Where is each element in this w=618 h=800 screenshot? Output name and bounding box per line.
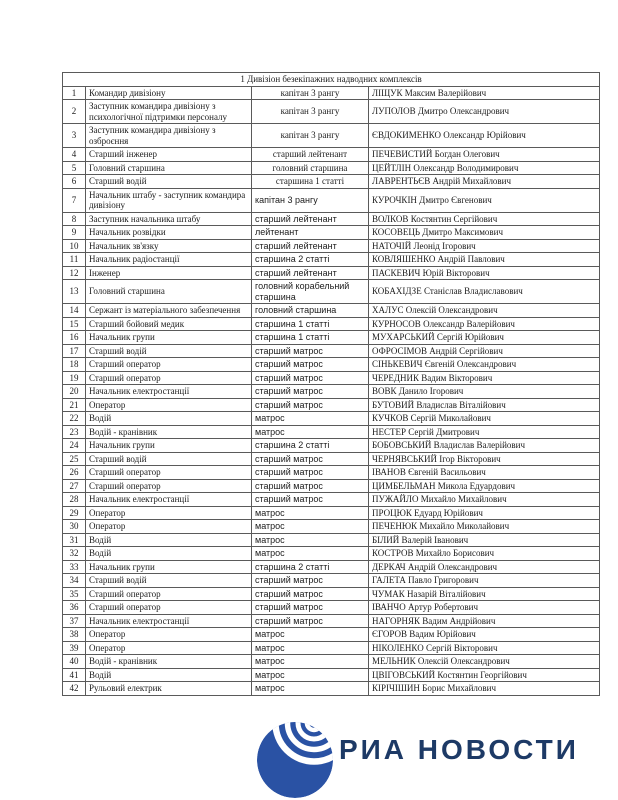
row-number-cell: 23 — [63, 425, 86, 439]
name-cell: ІВАНЧО Артур Робертович — [369, 601, 600, 615]
rank-cell: старшина 1 статті — [252, 317, 369, 331]
position-cell: Рульовий електрик — [86, 682, 252, 696]
position-cell: Начальник електростанції — [86, 493, 252, 507]
rank-cell: матрос — [252, 506, 369, 520]
ria-novosti-logo — [257, 721, 613, 800]
position-cell: Водій — [86, 533, 252, 547]
position-cell: Оператор — [86, 641, 252, 655]
name-cell: ЛАВРЕНТЬЄВ Андрій Михайлович — [369, 175, 600, 189]
position-cell: Старший водій — [86, 175, 252, 189]
name-cell: НЕСТЕР Сергій Дмитрович — [369, 425, 600, 439]
name-cell: ЛУПОЛОВ Дмитро Олександрович — [369, 100, 600, 124]
row-number-cell: 9 — [63, 226, 86, 240]
position-cell: Водій — [86, 547, 252, 561]
rank-cell: матрос — [252, 533, 369, 547]
name-cell: МУХАРСЬКИЙ Сергій Юрійович — [369, 331, 600, 345]
row-number-cell: 30 — [63, 520, 86, 534]
name-cell: КУЧКОВ Сергій Миколайович — [369, 412, 600, 426]
row-number-cell: 12 — [63, 266, 86, 280]
row-number-cell: 22 — [63, 412, 86, 426]
table-row — [63, 574, 600, 588]
position-cell: Командир дивізіону — [86, 86, 252, 100]
table-row — [63, 655, 600, 669]
rank-cell: капітан 3 рангу — [252, 188, 369, 212]
position-cell: Старший водій — [86, 452, 252, 466]
name-cell: ЧУМАК Назарій Віталійович — [369, 587, 600, 601]
table-row — [63, 425, 600, 439]
row-number-cell: 40 — [63, 655, 86, 669]
table-row — [63, 493, 600, 507]
table-row — [63, 344, 600, 358]
table-row — [63, 188, 600, 212]
name-cell: КУРОЧКІН Дмитро Євгенович — [369, 188, 600, 212]
table-row — [63, 317, 600, 331]
table-row — [63, 212, 600, 226]
position-cell: Начальник зв'язку — [86, 239, 252, 253]
rank-cell: старший матрос — [252, 479, 369, 493]
name-cell: ПЕЧЕВИСТИЙ Богдан Олегович — [369, 148, 600, 162]
table-row — [63, 331, 600, 345]
table-row — [63, 358, 600, 372]
table-row — [63, 148, 600, 162]
position-cell: Начальник електростанції — [86, 385, 252, 399]
ria-globe-icon — [257, 722, 333, 798]
table-row — [63, 371, 600, 385]
position-cell: Начальник радіостанції — [86, 253, 252, 267]
row-number-cell: 32 — [63, 547, 86, 561]
row-number-cell: 6 — [63, 175, 86, 189]
table-row — [63, 385, 600, 399]
name-cell: БУТОВИЙ Владислав Віталійович — [369, 398, 600, 412]
table-row — [63, 547, 600, 561]
row-number-cell: 35 — [63, 587, 86, 601]
row-number-cell: 33 — [63, 560, 86, 574]
position-cell: Головний старшина — [86, 161, 252, 175]
rank-cell: матрос — [252, 412, 369, 426]
table-row — [63, 479, 600, 493]
position-cell: Старший оператор — [86, 601, 252, 615]
position-cell: Водій - кранівник — [86, 425, 252, 439]
table-row — [63, 614, 600, 628]
table-row — [63, 175, 600, 189]
position-cell: Водій — [86, 412, 252, 426]
rank-cell: старший матрос — [252, 371, 369, 385]
table-row — [63, 439, 600, 453]
row-number-cell: 8 — [63, 212, 86, 226]
table-title: 1 Дивізіон безекіпажних надводних комплексів — [63, 73, 600, 87]
row-number-cell: 37 — [63, 614, 86, 628]
name-cell: ЧЕРЕДНИК Вадим Вікторович — [369, 371, 600, 385]
rank-cell: старший матрос — [252, 614, 369, 628]
name-cell: НАТОЧІЙ Леонід Ігорович — [369, 239, 600, 253]
rank-cell: матрос — [252, 641, 369, 655]
rank-cell: капітан 3 рангу — [252, 100, 369, 124]
table-row — [63, 506, 600, 520]
row-number-cell: 4 — [63, 148, 86, 162]
table-row — [63, 253, 600, 267]
position-cell: Начальник групи — [86, 560, 252, 574]
name-cell: БІЛИЙ Валерій Іванович — [369, 533, 600, 547]
rank-cell: матрос — [252, 628, 369, 642]
name-cell: КОВЛЯШЕНКО Андрій Павлович — [369, 253, 600, 267]
row-number-cell: 2 — [63, 100, 86, 124]
row-number-cell: 17 — [63, 344, 86, 358]
rank-cell: матрос — [252, 547, 369, 561]
name-cell: ЧЕРНЯВСЬКИЙ Ігор Вікторович — [369, 452, 600, 466]
table-row — [63, 412, 600, 426]
name-cell: ПЕЧЕНЮК Михайло Миколайович — [369, 520, 600, 534]
position-cell: Оператор — [86, 520, 252, 534]
table-row — [63, 304, 600, 318]
name-cell: КОСОВЕЦЬ Дмитро Максимович — [369, 226, 600, 240]
rank-cell: старший матрос — [252, 493, 369, 507]
position-cell: Заступник начальника штабу — [86, 212, 252, 226]
row-number-cell: 7 — [63, 188, 86, 212]
name-cell: ПРОЦЮК Едуард Юрійович — [369, 506, 600, 520]
position-cell: Головний старшина — [86, 280, 252, 304]
rank-cell: головний старшина — [252, 161, 369, 175]
table-row — [63, 86, 600, 100]
row-number-cell: 5 — [63, 161, 86, 175]
row-number-cell: 42 — [63, 682, 86, 696]
position-cell: Старший водій — [86, 344, 252, 358]
name-cell: ВОВК Данило Ігорович — [369, 385, 600, 399]
row-number-cell: 14 — [63, 304, 86, 318]
rank-cell: старший матрос — [252, 452, 369, 466]
position-cell: Старший оператор — [86, 466, 252, 480]
name-cell: КІРІЧІШИН Борис Михайлович — [369, 682, 600, 696]
name-cell: БОБОВСЬКИЙ Владислав Валерійович — [369, 439, 600, 453]
name-cell: ПАСКЕВИЧ Юрій Вікторович — [369, 266, 600, 280]
name-cell: ЄГОРОВ Вадим Юрійович — [369, 628, 600, 642]
table-row — [63, 601, 600, 615]
rank-cell: старший лейтенант — [252, 239, 369, 253]
rank-cell: старшина 1 статті — [252, 175, 369, 189]
table-title-row — [63, 73, 600, 87]
name-cell: КОСТРОВ Михайло Борисович — [369, 547, 600, 561]
rank-cell: старший лейтенант — [252, 148, 369, 162]
row-number-cell: 13 — [63, 280, 86, 304]
name-cell: ЛІЩУК Максим Валерійович — [369, 86, 600, 100]
rank-cell: капітан 3 рангу — [252, 86, 369, 100]
row-number-cell: 39 — [63, 641, 86, 655]
position-cell: Старший інженер — [86, 148, 252, 162]
row-number-cell: 38 — [63, 628, 86, 642]
position-cell: Заступник командира дивізіону з озброєння — [86, 124, 252, 148]
rank-cell: старший матрос — [252, 398, 369, 412]
rank-cell: головний старшина — [252, 304, 369, 318]
row-number-cell: 41 — [63, 668, 86, 682]
table-row — [63, 587, 600, 601]
rank-cell: матрос — [252, 655, 369, 669]
row-number-cell: 19 — [63, 371, 86, 385]
table-row — [63, 533, 600, 547]
table-row — [63, 239, 600, 253]
row-number-cell: 20 — [63, 385, 86, 399]
name-cell: НАГОРНЯК Вадим Андрійович — [369, 614, 600, 628]
rank-cell: старший матрос — [252, 587, 369, 601]
rank-cell: головний корабельний старшина — [252, 280, 369, 304]
name-cell: КОБАХІДЗЕ Станіслав Владиславович — [369, 280, 600, 304]
rank-cell: старший матрос — [252, 358, 369, 372]
name-cell: СІНЬКЕВИЧ Євгеній Олександрович — [369, 358, 600, 372]
table-row — [63, 520, 600, 534]
position-cell: Старший оператор — [86, 358, 252, 372]
row-number-cell: 16 — [63, 331, 86, 345]
table-row — [63, 452, 600, 466]
personnel-table — [62, 72, 600, 696]
position-cell: Інженер — [86, 266, 252, 280]
name-cell: ГАЛЕТА Павло Григорович — [369, 574, 600, 588]
row-number-cell: 29 — [63, 506, 86, 520]
table-row — [63, 100, 600, 124]
position-cell: Водій — [86, 668, 252, 682]
name-cell: МЕЛЬНИК Олексій Олександрович — [369, 655, 600, 669]
name-cell: ДЕРКАЧ Андрій Олександрович — [369, 560, 600, 574]
position-cell: Начальник групи — [86, 331, 252, 345]
position-cell: Оператор — [86, 506, 252, 520]
name-cell: ЄВДОКИМЕНКО Олександр Юрійович — [369, 124, 600, 148]
row-number-cell: 3 — [63, 124, 86, 148]
position-cell: Старший бойовий медик — [86, 317, 252, 331]
name-cell: ПУЖАЙЛО Михайло Михайлович — [369, 493, 600, 507]
rank-cell: старший лейтенант — [252, 266, 369, 280]
name-cell: ОФРОСІМОВ Андрій Сергійович — [369, 344, 600, 358]
rank-cell: старший матрос — [252, 601, 369, 615]
ria-novosti-wordmark: РИА НОВОСТИ — [339, 734, 579, 765]
table-row — [63, 682, 600, 696]
table-row — [63, 560, 600, 574]
table-row — [63, 466, 600, 480]
position-cell: Старший оператор — [86, 479, 252, 493]
table-row — [63, 266, 600, 280]
row-number-cell: 31 — [63, 533, 86, 547]
rank-cell: старший матрос — [252, 466, 369, 480]
table-row — [63, 161, 600, 175]
table-row — [63, 641, 600, 655]
position-cell: Заступник командира дивізіону з психологічної підтримки персоналу — [86, 100, 252, 124]
table-row — [63, 628, 600, 642]
rank-cell: матрос — [252, 425, 369, 439]
position-cell: Оператор — [86, 628, 252, 642]
row-number-cell: 18 — [63, 358, 86, 372]
name-cell: КУРНОСОВ Олександр Валерійович — [369, 317, 600, 331]
position-cell: Начальник групи — [86, 439, 252, 453]
rank-cell: старшина 2 статті — [252, 560, 369, 574]
position-cell: Сержант із матеріального забезпечення — [86, 304, 252, 318]
row-number-cell: 10 — [63, 239, 86, 253]
rank-cell: лейтенант — [252, 226, 369, 240]
row-number-cell: 28 — [63, 493, 86, 507]
name-cell: ХАЛУС Олексій Олександрович — [369, 304, 600, 318]
position-cell: Начальник штабу - заступник командира дивізіону — [86, 188, 252, 212]
row-number-cell: 34 — [63, 574, 86, 588]
name-cell: ЦЕЙТЛІН Олександр Володимирович — [369, 161, 600, 175]
name-cell: ВОЛКОВ Костянтин Сергійович — [369, 212, 600, 226]
position-cell: Начальник розвідки — [86, 226, 252, 240]
rank-cell: старшина 2 статті — [252, 439, 369, 453]
rank-cell: старший матрос — [252, 574, 369, 588]
row-number-cell: 11 — [63, 253, 86, 267]
row-number-cell: 26 — [63, 466, 86, 480]
position-cell: Старший оператор — [86, 371, 252, 385]
rank-cell: старшина 2 статті — [252, 253, 369, 267]
rank-cell: старший матрос — [252, 385, 369, 399]
table-row — [63, 226, 600, 240]
position-cell: Старший оператор — [86, 587, 252, 601]
rank-cell: старшина 1 статті — [252, 331, 369, 345]
row-number-cell: 15 — [63, 317, 86, 331]
position-cell: Водій - кранівник — [86, 655, 252, 669]
row-number-cell: 24 — [63, 439, 86, 453]
table-row — [63, 668, 600, 682]
name-cell: ЦВІГОВСЬКИЙ Костянтин Георгійович — [369, 668, 600, 682]
table-row — [63, 398, 600, 412]
row-number-cell: 36 — [63, 601, 86, 615]
row-number-cell: 1 — [63, 86, 86, 100]
position-cell: Начальник електростанції — [86, 614, 252, 628]
position-cell: Старший водій — [86, 574, 252, 588]
row-number-cell: 25 — [63, 452, 86, 466]
rank-cell: матрос — [252, 520, 369, 534]
rank-cell: старший матрос — [252, 344, 369, 358]
row-number-cell: 21 — [63, 398, 86, 412]
name-cell: ІВАНОВ Євгеній Васильович — [369, 466, 600, 480]
row-number-cell: 27 — [63, 479, 86, 493]
name-cell: ЦИМБЕЛЬМАН Микола Едуардович — [369, 479, 600, 493]
position-cell: Оператор — [86, 398, 252, 412]
table-row — [63, 124, 600, 148]
rank-cell: матрос — [252, 682, 369, 696]
rank-cell: старший лейтенант — [252, 212, 369, 226]
rank-cell: матрос — [252, 668, 369, 682]
rank-cell: капітан 3 рангу — [252, 124, 369, 148]
name-cell: НІКОЛЕНКО Сергій Вікторович — [369, 641, 600, 655]
table-row — [63, 280, 600, 304]
